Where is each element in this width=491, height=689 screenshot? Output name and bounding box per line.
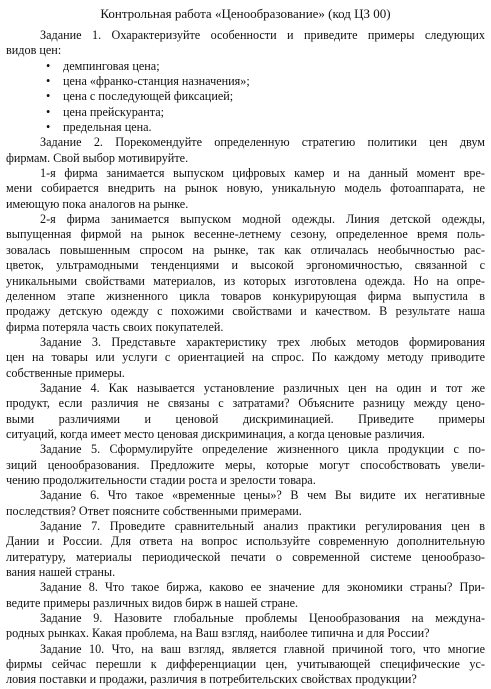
task-8-line: ведите примеры различных видов бирж в нашей стране. bbox=[6, 595, 299, 610]
firm-2-line: цветок, ультрамодными тенденциями и высокой эргономичностью, связанной с bbox=[6, 258, 485, 273]
task-6-line: Задание 6. Что такое «временные цены»? В чем Вы видите их негативные bbox=[40, 488, 485, 503]
task-9-line: родных рынках. Какая проблема, на Ваш взгляд, наиболее типична и для России? bbox=[6, 626, 430, 641]
task-3-line: цен на товары или услуги с ориентацией на спрос. По каждому методу приводите bbox=[6, 350, 485, 365]
task-9-line: Задание 9. Назовите глобальные проблемы Ценообразования на междуна- bbox=[40, 611, 485, 626]
task-3-line: Задание 3. Представьте характеристику трех любых методов формирования bbox=[40, 334, 485, 349]
task-4-line: Задание 4. Как называется установление различных цен на один и тот же bbox=[40, 380, 485, 395]
list-item bbox=[6, 74, 485, 89]
firm-2-line: деленном этапе жизненного цикла товаров конкурирующая фирма выпустила в bbox=[6, 288, 485, 303]
task-5 bbox=[6, 442, 485, 488]
bullet-icon: • bbox=[46, 58, 51, 73]
task-7-line: Задание 7. Проведите сравнительный анализ практики регулирования цен в bbox=[40, 519, 485, 533]
list-item bbox=[6, 89, 485, 104]
task-4-line: выми различиями и ценовой дискриминацией. Приведите примеры bbox=[6, 411, 485, 426]
task-10-line: Задание 10. Что, на ваш взгляд, является главной причиной того, что многие bbox=[40, 641, 485, 656]
task-10-line: ловия поставки и продажи, различия в потребительских свойствах продукции? bbox=[6, 672, 417, 687]
task-5-line: чению продолжительности стадии роста и зрелости товара. bbox=[6, 472, 316, 487]
task-8-line: Задание 8. Что такое биржа, каково ее значение для экономики страны? При- bbox=[40, 580, 485, 595]
task-4-line: продукт, если различия не связаны с затратами? Объясните разницу между цено- bbox=[6, 396, 485, 411]
task-6 bbox=[6, 488, 485, 519]
task-2 bbox=[6, 135, 485, 334]
task-7-line: литературу, материалы периодической печати о современной системе ценообразо- bbox=[6, 549, 485, 564]
task-1-line: видов цен: bbox=[6, 43, 62, 58]
firm-2-line: фирма потеряла часть своих покупателей. bbox=[6, 319, 224, 334]
firm-2-line: продажу детскую одежду с похожими свойствами и качеством. В результате наша bbox=[6, 304, 485, 319]
firm-2-line: уникальными свойствами материалов, из которых изготовлена одежда. Но на опре- bbox=[6, 273, 485, 288]
task-7 bbox=[6, 519, 485, 580]
task-2-line: Задание 2. Порекомендуйте определенную стратегию политики цен двум bbox=[40, 135, 485, 150]
bullet-icon: • bbox=[46, 89, 51, 104]
task-2-line: фирмам. Свой выбор мотивируйте. bbox=[6, 150, 189, 165]
task-10-line: фирмы сейчас перешли к дифференциации цен, учитывающей специфические ус- bbox=[6, 657, 485, 672]
firm-2-line: выпущенная фирмой на рынок весенне-летнему сезону, определенное время поль- bbox=[6, 227, 485, 242]
bullet-icon: • bbox=[46, 104, 51, 119]
bullet-icon: • bbox=[46, 120, 51, 135]
firm-1-line: имеющую пока аналогов на рынке. bbox=[6, 196, 189, 211]
task-7-line: Дании и России. Для ответа на вопрос используйте современную дополнительную bbox=[6, 534, 485, 549]
list-item bbox=[6, 120, 485, 135]
list-item bbox=[6, 105, 485, 120]
task-7-line: вания нашей страны. bbox=[6, 565, 116, 580]
task-6-line: последствия? Ответ поясните собственными примерами. bbox=[6, 503, 302, 518]
task-4-line: ситуаций, когда имеет место ценовая дискриминация, а когда ценовые различия. bbox=[6, 426, 425, 441]
task-1 bbox=[6, 28, 485, 135]
list-item-text: предельная цена. bbox=[63, 120, 152, 135]
document-title: Контрольная работа «Ценообразование» (код ЦЗ 00) bbox=[100, 6, 391, 21]
list-item-text: демпинговая цена; bbox=[63, 58, 160, 73]
list-item bbox=[6, 59, 485, 74]
task-3-line: собственные примеры. bbox=[6, 365, 125, 380]
firm-1-line: мени собирается внедрить на рынок новую, уникальную модель фотоаппарата, не bbox=[6, 181, 485, 196]
task-5-line: зиций ценообразования. Предложите меры, которые могут способствовать увели- bbox=[6, 457, 485, 472]
task-5-line: Задание 5. Сформулируйте определение жизненного цикла продукции с по- bbox=[40, 442, 485, 457]
price-types-list bbox=[6, 59, 485, 136]
list-item-text: цена с последующей фиксацией; bbox=[63, 89, 234, 104]
task-10 bbox=[6, 642, 485, 688]
task-1-line: Задание 1. Охарактеризуйте особенности и приведите примеры следующих bbox=[40, 28, 485, 42]
list-item-text: цена «франко-станция назначения»; bbox=[63, 74, 250, 89]
task-8 bbox=[6, 580, 485, 611]
firm-2-line: 2-я фирма занимается выпуском модной одежды. Линия детской одежды, bbox=[40, 212, 485, 227]
task-9 bbox=[6, 611, 485, 642]
list-item-text: цена прейскуранта; bbox=[63, 104, 165, 119]
firm-2-line: зовалась повышенным спросом на рынке, так как отличалась необычностью рас- bbox=[6, 242, 485, 257]
firm-1-line: 1-я фирма занимается выпуском цифровых камер и на данный момент вре- bbox=[40, 166, 485, 181]
bullet-icon: • bbox=[46, 74, 51, 89]
task-3 bbox=[6, 335, 485, 381]
task-4 bbox=[6, 381, 485, 442]
